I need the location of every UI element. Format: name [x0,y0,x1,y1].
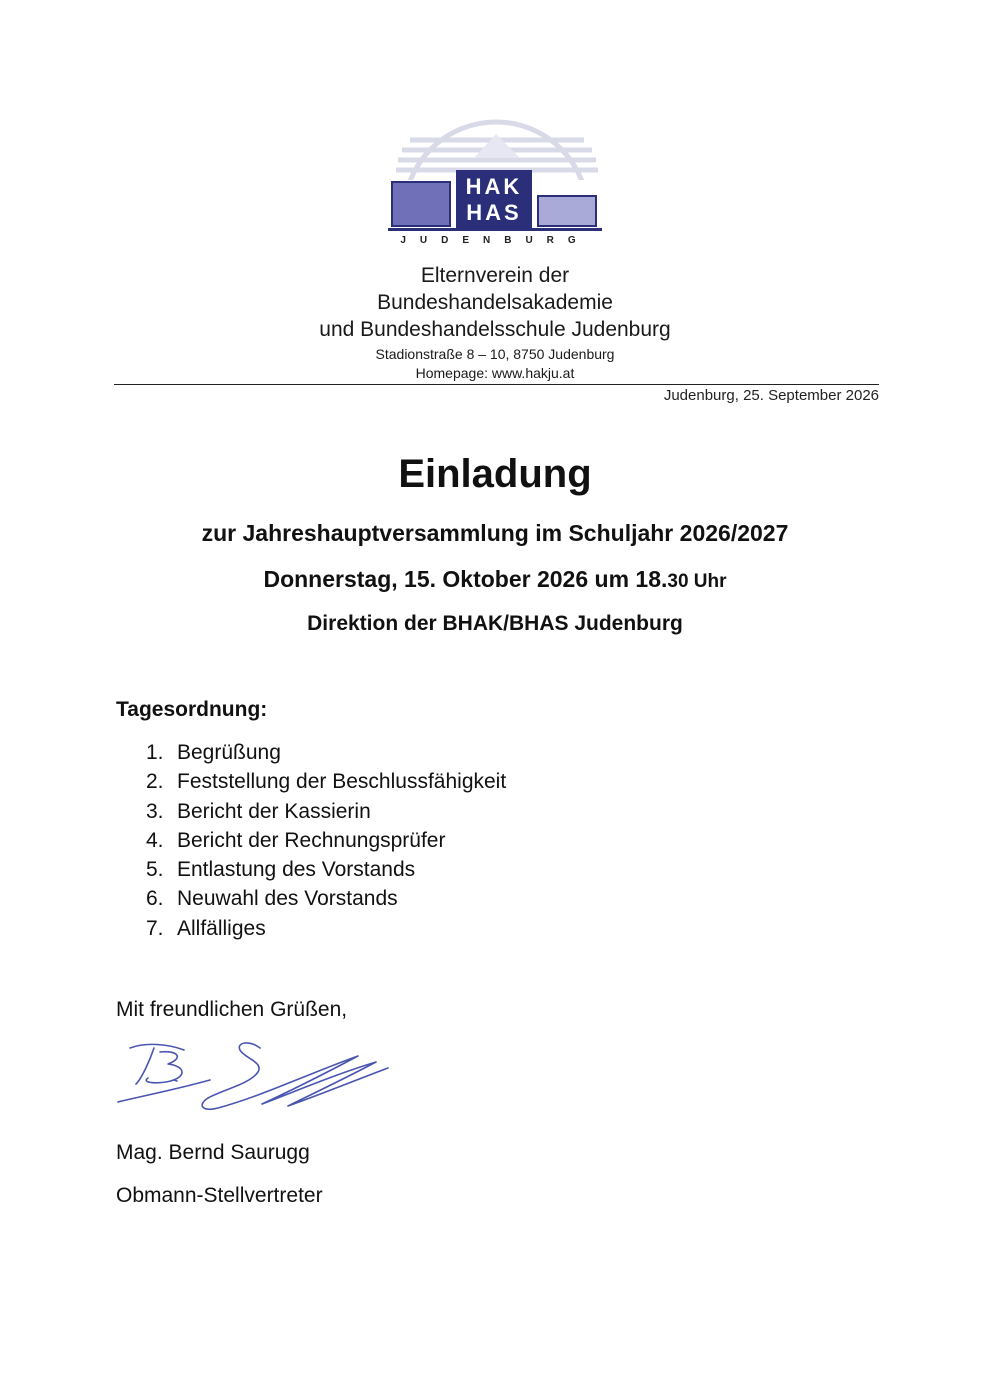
item-number: 7. [146,916,164,940]
item-number: 2. [146,770,164,794]
event-day: Donnerstag, 15. Oktober 2026 um 18. [263,566,668,592]
event-location: Direktion der BHAK/BHAS Judenburg [307,612,683,635]
item-number: 5. [146,858,164,882]
list-item [146,826,506,855]
agenda-heading: Tagesordnung: [116,698,268,721]
item-number: 6. [146,887,164,911]
item-text: Feststellung der Beschlussfähigkeit [177,770,507,794]
item-text: Allfälliges [177,916,266,940]
association-name: Elternverein der [420,264,570,287]
list-item [146,884,506,913]
letter-date: Judenburg, 25. September 2026 [663,387,879,404]
handwritten-signature [112,1034,396,1120]
school-name-line2: und Bundeshandelsschule Judenburg [319,318,671,341]
list-item [146,914,506,943]
signer-role: Obmann-Stellvertreter [116,1184,323,1207]
item-number: 4. [146,828,164,852]
homepage: Homepage: www.hakju.at [415,365,575,381]
item-text: Bericht der Kassierin [177,799,371,823]
signer-name: Mag. Bernd Saurugg [116,1141,310,1164]
school-name-line1: Bundeshandelsakademie [377,291,613,314]
list-item [146,767,506,796]
event-minutes: 30 Uhr [667,571,727,592]
address: Stadionstraße 8 – 10, 8750 Judenburg [375,346,615,362]
item-text: Bericht der Rechnungsprüfer [177,828,446,852]
header-divider [114,384,879,385]
logo-text-has: HAS [466,200,522,225]
item-text: Begrüßung [177,741,281,764]
event-datetime [0,566,990,593]
list-item [146,855,506,884]
item-number: 3. [146,799,164,823]
subtitle: zur Jahreshauptversammlung im Schuljahr 2026/2027 [201,520,789,546]
agenda-list [146,738,506,943]
closing-greeting: Mit freundlichen Grüßen, [116,998,348,1021]
school-logo [388,118,602,250]
item-number: 1. [146,741,164,764]
item-text: Entlastung des Vorstands [177,858,416,882]
list-item [146,738,506,767]
item-text: Neuwahl des Vorstands [177,887,398,911]
logo-text-hak: HAK [465,174,523,199]
logo-text-place: JUDENBURG [400,235,590,246]
list-item [146,797,506,826]
document-title: Einladung [398,452,592,496]
